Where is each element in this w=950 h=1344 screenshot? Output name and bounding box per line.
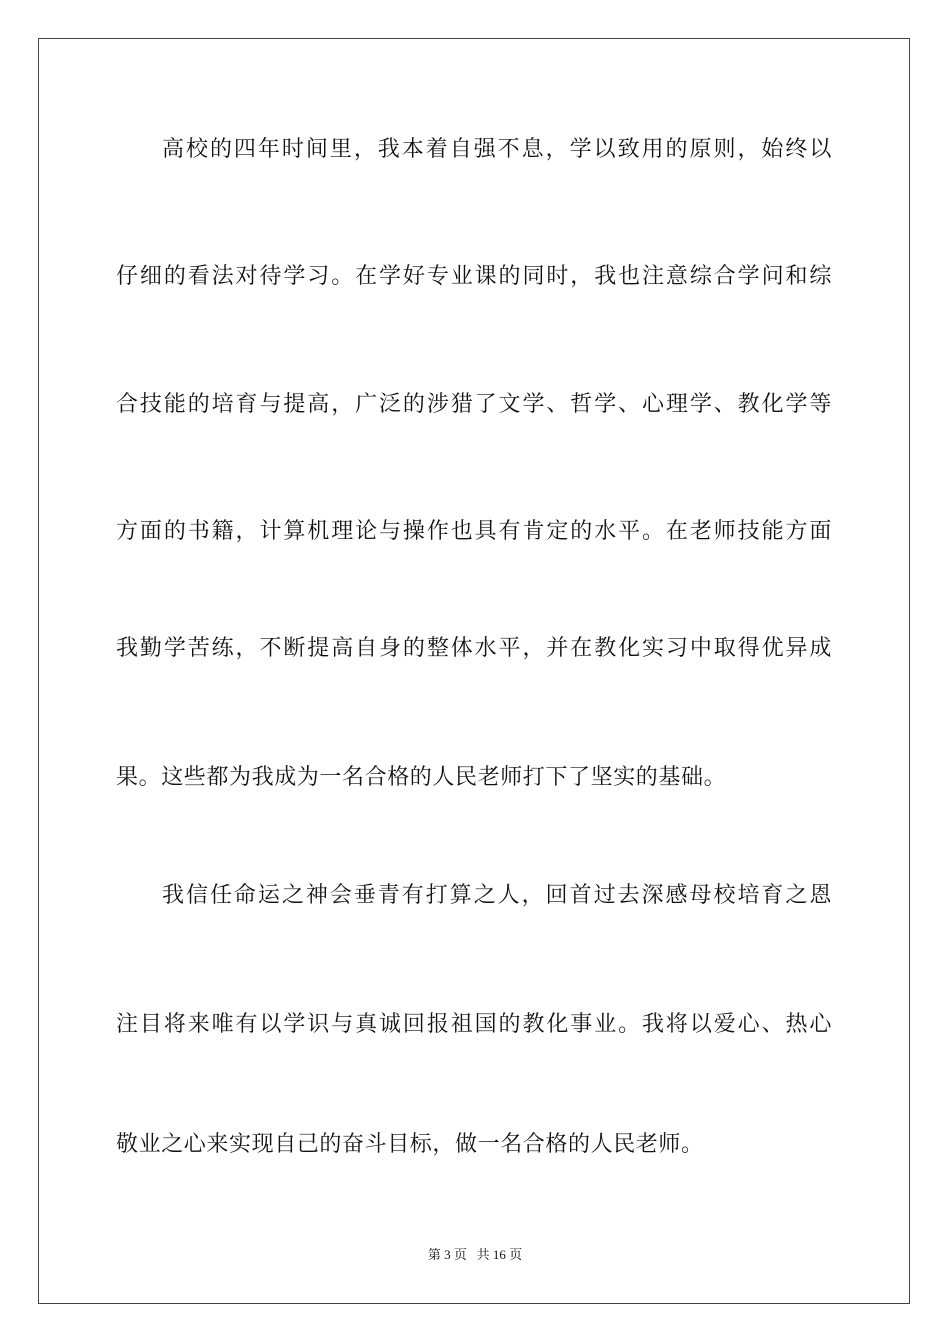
paragraph-1-line-4: 方面的书籍，计算机理论与操作也具有肯定的水平。在老师技能方面: [116, 519, 832, 544]
paragraph-2-line-1: 我信任命运之神会垂青有打算之人，回首过去深感母校培育之恩: [162, 883, 832, 908]
paragraph-1-line-6: 果。这些都为我成为一名合格的人民老师打下了坚实的基础。: [116, 765, 727, 790]
page-border: [38, 38, 910, 1304]
paragraph-1-line-2: 仔细的看法对待学习。在学好专业课的同时，我也注意综合学问和综: [116, 264, 832, 289]
page-number-footer: 第 3 页 共 16 页: [427, 1247, 523, 1262]
paragraph-1-line-1: 高校的四年时间里，我本着自强不息，学以致用的原则，始终以: [162, 137, 832, 162]
paragraph-1-line-5: 我勤学苦练，不断提高自身的整体水平，并在教化实习中取得优异成: [116, 636, 832, 661]
paragraph-2-line-2: 注目将来唯有以学识与真诚回报祖国的教化事业。我将以爱心、热心: [116, 1012, 832, 1037]
paragraph-1-line-3: 合技能的培育与提高，广泛的涉猎了文学、哲学、心理学、教化学等: [116, 392, 832, 417]
paragraph-2-line-3: 敬业之心来实现自己的奋斗目标，做一名合格的人民老师。: [116, 1132, 704, 1157]
